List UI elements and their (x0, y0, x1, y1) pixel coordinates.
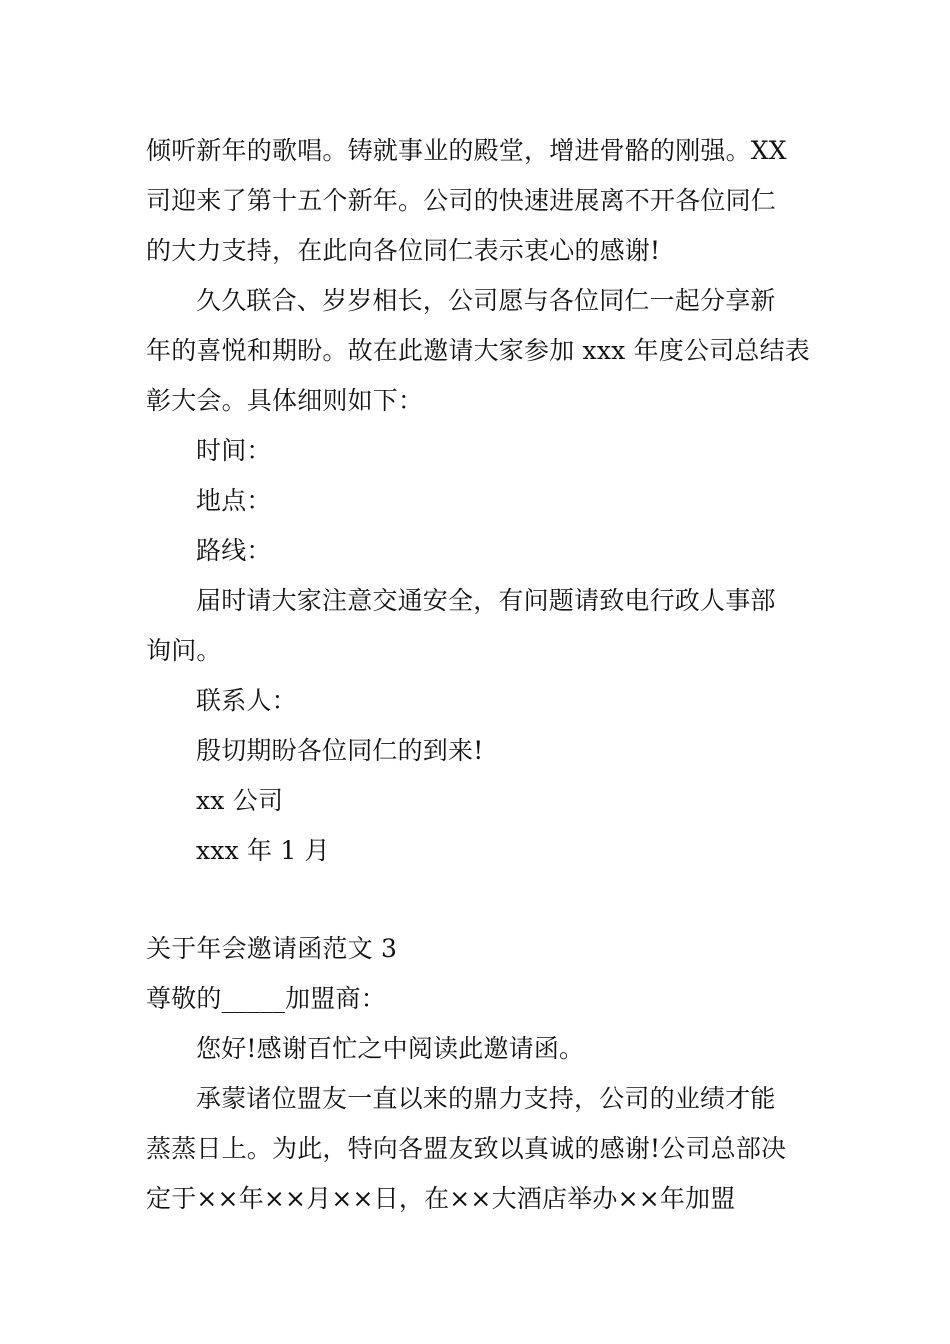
closing-line: 殷切期盼各位同仁的到来! (196, 736, 484, 765)
paragraph-line: 蒸蒸日上。为此，特向各盟友致以真诚的感谢!公司总部决 (146, 1134, 787, 1163)
signature-date: xxx 年 1 月 (196, 836, 330, 865)
salutation: 尊敬的_____加盟商： (146, 984, 386, 1013)
detail-route: 路线： (196, 536, 272, 565)
paragraph-line: 倾听新年的歌唱。铸就事业的殿堂，增进骨骼的刚强。XX (146, 136, 787, 165)
greeting: 您好!感谢百忙之中阅读此邀请函。 (196, 1034, 585, 1063)
paragraph-line: 承蒙诸位盟友一直以来的鼎力支持，公司的业绩才能 (196, 1084, 776, 1113)
detail-place: 地点： (196, 486, 272, 515)
paragraph-line: 久久联合、岁岁相长，公司愿与各位同仁一起分享新 (196, 286, 776, 315)
paragraph-line: 届时请大家注意交通安全，有问题请致电行政人事部 (196, 586, 776, 615)
paragraph-line: 定于××年××月××日，在××大酒店举办××年加盟 (146, 1184, 736, 1213)
paragraph-line: 彰大会。具体细则如下： (146, 386, 424, 415)
paragraph-line: 年的喜悦和期盼。故在此邀请大家参加 xxx 年度公司总结表 (146, 336, 810, 365)
paragraph-line: 司迎来了第十五个新年。公司的快速进展离不开各位同仁 (146, 186, 777, 215)
contact-label: 联系人： (196, 686, 297, 715)
signature-company: xx 公司 (196, 786, 284, 815)
paragraph-line: 询问。 (146, 636, 222, 665)
detail-time: 时间： (196, 436, 272, 465)
paragraph-line: 的大力支持，在此向各位同仁表示衷心的感谢! (146, 236, 661, 265)
section-title: 关于年会邀请函范文 3 (146, 934, 398, 963)
